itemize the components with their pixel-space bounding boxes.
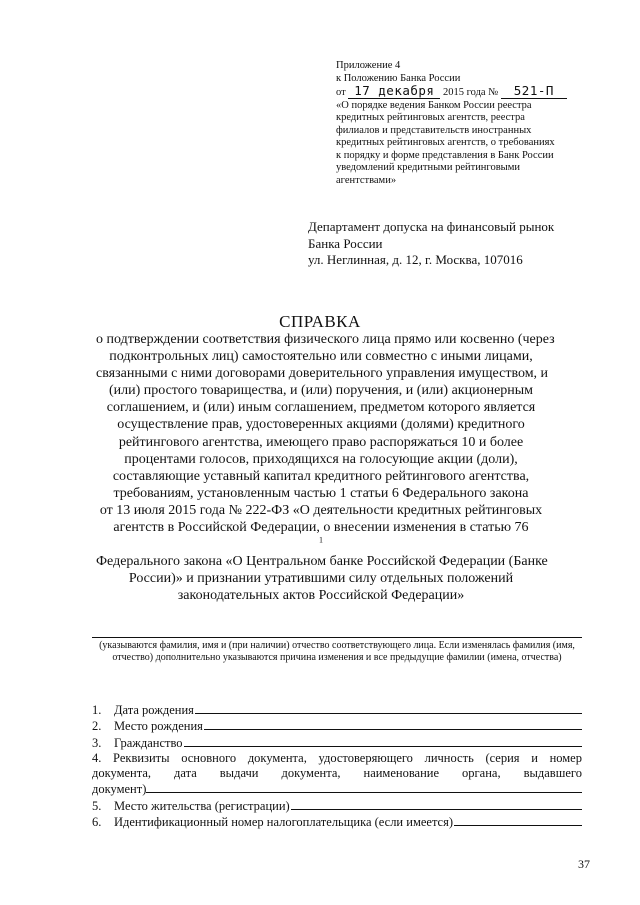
document-title: СПРАВКА (279, 312, 361, 331)
field-label: документ) (92, 782, 147, 797)
name-hint-line: отчество) дополнительно указываются причина изменения и все предыдущие фамилии (имена, отчества) (112, 652, 562, 663)
field-citizenship (92, 735, 582, 751)
appendix-desc-line: «О порядке ведения Банком России реестра (336, 99, 532, 111)
citizenship-input[interactable] (184, 735, 582, 747)
person-name-field[interactable] (92, 637, 582, 638)
field-number: 6. (92, 815, 102, 830)
field-number: 5. (92, 798, 102, 813)
field-number: 3. (92, 735, 102, 750)
identity-document-label-line: документа, дата выдачи документа, наименование органа, выдавшего (92, 766, 582, 781)
field-tax-id (92, 814, 582, 830)
identity-document-label-line (92, 781, 582, 797)
subtitle-line: (или) простого товарищества, и (или) поручения, и (или) акционерным (108, 383, 534, 399)
subtitle-line: осуществление прав, удостоверенных акциями (долями) кредитного (117, 417, 525, 433)
field-label: Место жительства (регистрации) (114, 798, 290, 813)
field-label: Дата рождения (114, 703, 194, 717)
field-label: Место рождения (114, 719, 203, 734)
subtitle-line: соглашением, и (или) иным соглашением, предметом которого является (106, 400, 536, 416)
appendix-block (336, 60, 586, 187)
subtitle-line: агентств в Российской Федерации, о внесении изменения в статью 76 $^1$ (113, 520, 529, 545)
subtitle-line: требованиям, установленным частью 1 статьи 6 Федерального закона (113, 485, 529, 501)
subtitle-line: России)» и признании утратившими силу отдельных положений (128, 571, 514, 587)
department-bank: Банка России (308, 235, 383, 251)
name-hint-line: (указываются фамилия, имя и (при наличии) отчество соответствующего лица. Если изменялась фамилия (имя, (99, 640, 575, 651)
subtitle-line: от 13 июля 2015 года № 222-ФЗ «О деятельности кредитных рейтинговых (99, 502, 543, 518)
department-name: Департамент допуска на финансовый рынок (308, 219, 555, 234)
appendix-desc-line: кредитных рейтинговых агентств, реестра (336, 112, 525, 123)
person-name-hint (92, 640, 582, 664)
subtitle-line: связанными с ними договорами доверительного управления имуществом, и (96, 366, 549, 382)
appendix-desc-line: к порядку и форме представления в Банк России (336, 149, 554, 161)
appendix-desc-line: агентствами» (336, 174, 397, 186)
subtitle-line: законодательных актов Российской Федерации» (177, 588, 465, 604)
page-number: 37 (578, 857, 590, 871)
subtitle-line: подконтрольных лиц) самостоятельно или совместно с иными лицами, (109, 349, 533, 365)
appendix-date-line (336, 85, 586, 100)
appendix-desc-line: филиалов и представительств иностранных (336, 124, 532, 136)
department-address (308, 219, 608, 269)
identity-document-input[interactable] (146, 781, 582, 793)
birth-date-input[interactable] (195, 702, 582, 714)
appendix-regulation: к Положению Банка России (336, 72, 461, 84)
field-residence (92, 798, 582, 814)
subtitle-line: рейтингового агентства, имеющего право распоряжаться 10 и более (118, 434, 524, 450)
field-number: 2. (92, 719, 102, 734)
identity-document-label-line: 4. Реквизиты основного документа, удостоверяющего личность (серия и номер (92, 750, 582, 765)
subtitle-line: процентами голосов, приходящихся на голосующие акции (доли), (124, 451, 518, 467)
subtitle-line: о подтверждении соответствия физического лица прямо или косвенно (через (96, 332, 555, 347)
appendix-title: Приложение 4 (336, 60, 401, 71)
field-birth-date (92, 702, 582, 718)
appendix-desc-line: кредитных рейтинговых агентств, о требованиях (336, 137, 555, 148)
appendix-number: 521-П (501, 85, 567, 99)
subtitle-line: Федерального закона «О Центральном банке Российской Федерации (Банке (96, 554, 548, 570)
subtitle-line: составляющие уставный капитал кредитного рейтингового агентства, (112, 468, 530, 484)
field-identity-document (92, 751, 582, 798)
footnote-marker: 1 (319, 535, 323, 545)
birth-place-input[interactable] (204, 718, 582, 730)
residence-input[interactable] (291, 798, 582, 810)
appendix-year: 2015 года № (442, 87, 499, 98)
appendix-from-prefix: от (336, 87, 346, 98)
document-subtitle (96, 331, 555, 605)
appendix-date: 17 декабря (348, 85, 440, 99)
department-street: ул. Неглинная, д. 12, г. Москва, 107016 (308, 252, 523, 267)
tax-id-input[interactable] (454, 814, 582, 826)
field-label: Идентификационный номер налогоплательщика (если имеется) (114, 815, 454, 830)
field-label: Гражданство (114, 735, 183, 750)
appendix-desc-line: уведомлений кредитными рейтинговыми (336, 162, 521, 173)
field-birth-place (92, 718, 582, 734)
field-number: 1. (92, 703, 102, 717)
form-fields (92, 702, 582, 830)
appendix-description (336, 100, 586, 188)
